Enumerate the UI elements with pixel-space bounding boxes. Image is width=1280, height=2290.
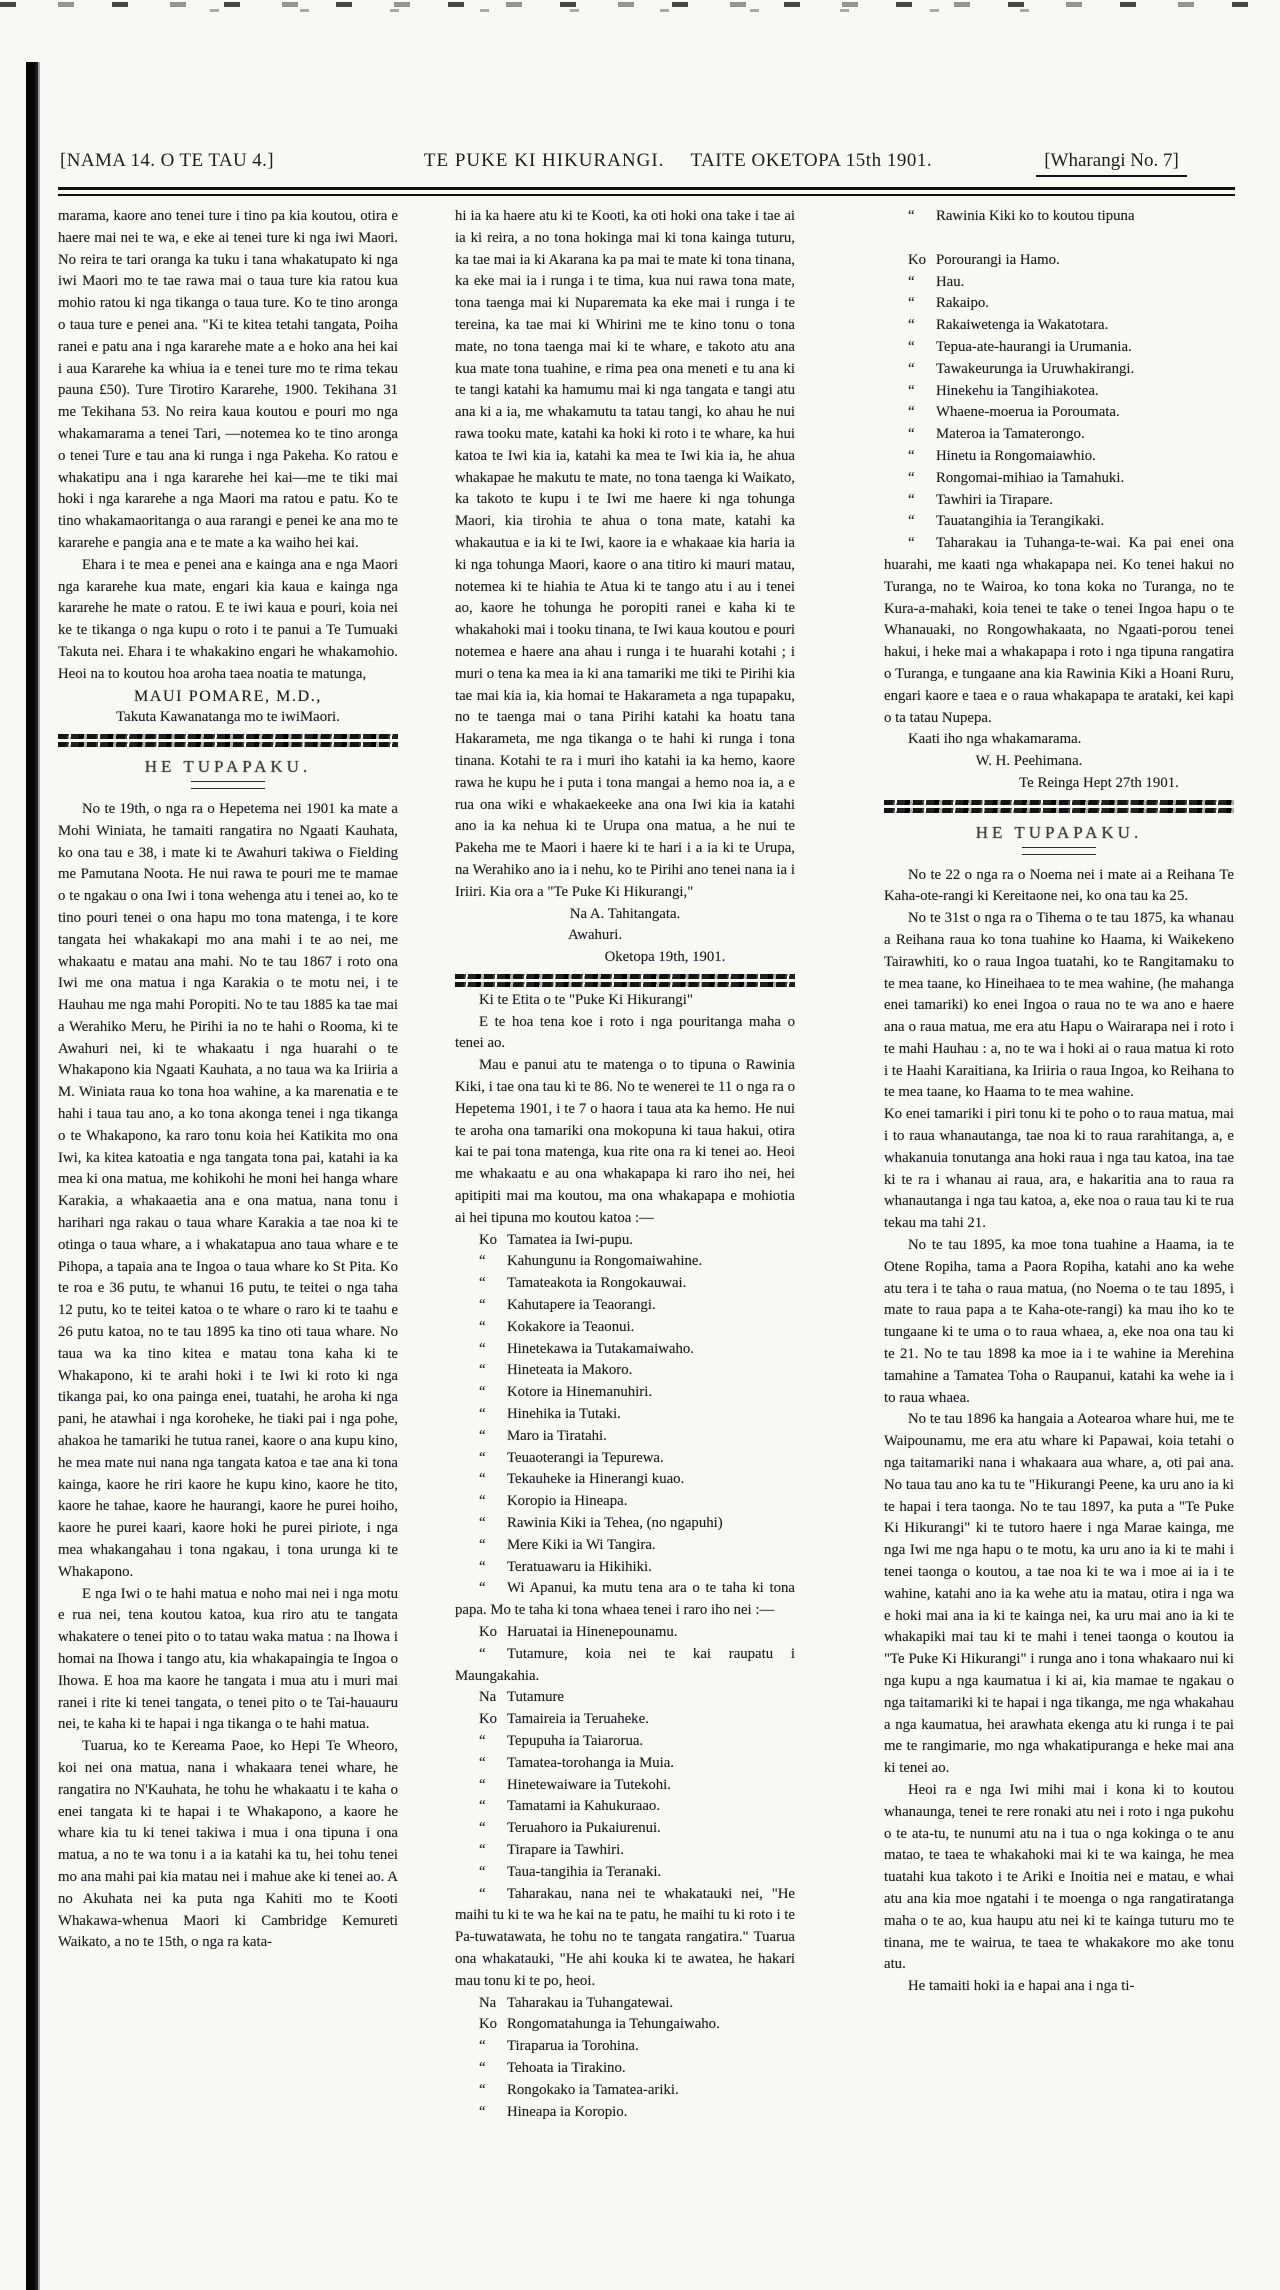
genealogy-line: Ko Tamatea ia Iwi-pupu. (455, 1230, 795, 1252)
section-heading: HE TUPAPAKU. (975, 822, 1143, 842)
genealogy-line: “ Rakaiwetenga ia Wakatotara. (884, 315, 1234, 337)
paragraph: marama, kaore ano tenei ture i tino pa kia koutou, otira e haere mai nei te wa, e eke ai tenei ture ki nga iwi Maori. No reira te tari oranga ka tuku i tana whakatupato ki nga iwi Maori mo te tae rawa mai o taua ture kia ratou kua mohio ratou ki nga tikanga o taua ture. Ko te tino aronga o taua ture e penei ana. "Ki te kitea tetahi tangata, Poiha ranei e patu ana i nga kararehe mate a e hoko ana hei kai i aua Kararehe ka whiua ia e tenei ture mo te rima tekau pauna £50). Ture Tirotiro Kararehe, 1900. Tekihana 31 me Tekihana 53. No reira kaua koutou e pouri mo nga whakamarama a tenei Tari, —notemea ko te tino aronga o tenei Ture e tau ana ki runga i nga Pakeha. Ko ratou e whakatipu ana i nga kararehe hei kai—me te tiki mai hoki i nga kararehe a nga Maori ma ratou e patu. Ko te tino whakamaoritanga o aua rarangi e penei ke ana mo te kararehe e pangia ana e te mate a ka waiho hei kai. (58, 208, 398, 551)
signature-line: Takuta Kawanatanga mo te iwiMaori. (116, 709, 340, 726)
genealogy-marker: “ (908, 273, 915, 290)
genealogy-line: “ Mere Kiki ia Wi Tangira. (455, 1535, 795, 1557)
genealogy-marker: “ (479, 1318, 486, 1335)
genealogy-marker: “ (479, 1536, 486, 1553)
genealogy-marker: “ (908, 426, 915, 443)
genealogy-line: Ko Porourangi ia Hamo. (884, 250, 1234, 272)
paragraph: E nga Iwi o te hahi matua e noho mai nei i nga motu e rua nei, tena koutou katoa, kua riro atu te tangata whakatere o tenei pito o to tatau waka matua : na Ihowa i homai na Ihowa i tango atu, kia whakapaingia te Ingoa o Ihowa. E hoa ma kaore he tangata i mua atu i muri mai ranei i rite ki tenei tangata, o tenei pito o te Tai-hauauru nei, te kaha ki te hapai i nga tikanga o te hahi matua. (58, 1585, 398, 1733)
genealogy-line: “ Hinetekawa ia Tutakamaiwaho. (455, 1339, 795, 1361)
genealogy-marker: Ko (479, 1711, 498, 1728)
genealogy-line: “ Tutamure, koia nei te kai raupatu i Maungakahia. (455, 1645, 795, 1684)
genealogy-line: “ Tepua-ate-haurangi ia Urumania. (884, 337, 1234, 359)
signature-line: MAUI POMARE, M.D., (134, 687, 322, 705)
genealogy-line: Na Tutamure (455, 1687, 795, 1709)
genealogy-marker: “ (479, 1558, 486, 1575)
genealogy-marker: “ (479, 1798, 486, 1815)
genealogy-marker: Ko (479, 1231, 498, 1248)
section-ornament (58, 734, 398, 747)
genealogy-line: “ Rongokako ia Tamatea-ariki. (455, 2080, 795, 2102)
genealogy-marker: Ko (908, 251, 927, 268)
genealogy-marker: “ (908, 317, 915, 334)
paragraph: No te tau 1896 ka hangaia a Aotearoa whare hui, me te Waipounamu, me era atu whare ki Papawai, koia tetahi o nga taitamariki nana i whakaara aua whare, a, oti pai ana. No taua tau ano ka tu te "Hikurangi Peene, ka uru ano ia ki te hapai i tera taonga. No te tau 1897, ka puta a "Te Puke Ki Hikurangi" ki te tutoro haere i nga Marae kainga, me nga Iwi me nga hapu o te motu, ka uru ano ia ki te mahi i tenei taonga o koutou, a tae noa ki te wa i moe ai ia i te wahine, katahi ano ia ka wehe atu ia matau, otira i nga wa e hoki mai ana ia ki te kainga nei, ka uru mai ano ia ki te whakapiki mai tau ki te mahi i tenei taonga o koutou ia "Te Puke Ki Hikurangi" i runga ano i tona whakaaro nui ki nga kupu a nga kaumatua i ki ai, kia mamae te ngakau o nga taitamariki ki te hapai i nga tikanga, me nga whakahau a nga kaumatua, hei arawhata ekenga atu ki runga i te pai me te rangimarie, mo nga whakatipuranga e heke mai ana ki tenei ao. (884, 1411, 1234, 1777)
genealogy-marker: Na (479, 1994, 497, 2011)
genealogy-marker: “ (479, 2059, 486, 2076)
genealogy-marker: “ (479, 2038, 486, 2055)
genealogy-marker: “ (908, 208, 915, 224)
genealogy-marker: “ (908, 535, 915, 552)
genealogy-line: “ Kotore ia Hinemanuhiri. (455, 1382, 795, 1404)
genealogy-marker: “ (479, 1841, 486, 1858)
genealogy-line: “ Tepupuha ia Taiarorua. (455, 1731, 795, 1753)
genealogy-marker: “ (908, 382, 915, 399)
genealogy-marker: “ (479, 1885, 486, 1902)
genealogy-line: “ Hineteata ia Makoro. (455, 1360, 795, 1382)
genealogy-line: “ Materoa ia Tamaterongo. (884, 424, 1234, 446)
genealogy-marker: “ (908, 338, 915, 355)
paragraph: E te hoa tena koe i roto i nga pouritanga maha o tenei ao. (455, 1013, 795, 1052)
paragraph: hi ia ka haere atu ki te Kooti, ka oti hoki ona take i tae ai ia ki reira, a no tona hokinga mai ki tona kainga tuturu, ka tae mai ia ki Akarana ka pa mai te mate ki tona tinana, ka eke mai ia i runga i te tima, kua nui rawa tona mate, tona taenga mai ki Nuparemata ka eke mai i runga i te tereina, ka tae mai ki Whirini me te kino tonu o tona mate, no tona taenga mai ki te whare, e takoto atu ana kua mate tona tuahine, e rima pea ona meneti e tu ana ki te tangi katahi ka hamumu mai ki nga tangata e tangi atu ana ki a ia, me whakamutu ta tatau tangi, ko ahau he nui rawa tooku mate, katahi ka hoki ki roto i te whare, ka hui katoa te Iwi kia ia, katahi ka mea te Iwi kia ia, he ahua whakapae he makutu te mate, no tona taenga ki Waikato, ka takoto te kupu i te Iwi me haere ki nga tohunga Maori, kia tirohia te ahua o tona mate, katahi ka whakautua e ia ki te Iwi, kaore ia e whakaae kia haria ia ki nga tohunga Maori, kaore o ana titiro ki mauri matau, notemea ki te hiahia te Atua ki te tango atu i au i tenei ao, kaore he tohunga he poropiti ranei e kaha ki te whakahoki mai i tooku tinana, te Iwi kaua koutou e pouri notemea e haere ana ahau i runga i te huarahi kotahi ; i muri o tena ka mea ia ki ana tamariki me tiki te Pirihi kia tae mai kia ia, kia homai te Hakarameta a nga tupapaku, no te taenga mai o tana Pirihi katahi ka hoatu tana Hakarameta, me nga tikanga o te hahi ki runga i tona tinana. Kotahi te ra i muri iho katahi ia ka hemo, kaore rawa he kupu he i puta i tona mangai a hemo noa ia, a e rua ona wiki e whakaekeeke ana ona Iwi kia ia katahi ano ia ka nehua ki te Urupa ona matua, a he nui te Pakeha me te Maori i haere ki te hari i a ia ki te Urupa, na Werahiko ano ia i nehu, ko te Pirihi ano tenei nana ia i Iriiri. Kia ora a "Te Puke Ki Hikurangi," (455, 208, 795, 900)
genealogy-line: “ Taharakau, nana nei te whakatauki nei, "He maihi tu ki te wa he kai na te patu, he maihi tu ki roto i te Pa-tuwatawata, he tohu no te tangata rangatira." Tuarua ona whakatauki, "He ahi kouka ki te awatea, he hakari mau tonu ki te po, heoi. (455, 1885, 795, 1989)
genealogy-line: Ko Rongomatahunga ia Tehungaiwaho. (455, 2014, 795, 2036)
genealogy-line: “ Teruahoro ia Pukaiurenui. (455, 1818, 795, 1840)
newspaper-title: TE PUKE KI HIKURANGI. (423, 150, 665, 171)
genealogy-line: “ Tiraparua ia Torohina. (455, 2036, 795, 2058)
paragraph: Tuarua, ko te Kereama Paoe, ko Hepi Te Wheoro, koi nei ona matua, nana i whakaara tenei whare, he rangatira no N'Kauhata, he tohu he whakaatu i te kaha o enei tangata ki te hapai i te Whakapono, a kaore he whare kia tu ki tenei takiwa i mua i ona tipuna i ona matua, a no te wa tonu i a ia katahi ka tu, hei tohu tenei mo ana mahi pai kia matau nei i mahue ake ki tenei ao. A no Akuhata nei ka puta nga Kahiti mo te Kooti Whakawa-whenua Maori ki Cambridge Kemureti Waikato, a no te 15th, o nga ra kata- (58, 1738, 398, 1951)
genealogy-line: “ Rakaipo. (884, 293, 1234, 315)
genealogy-line: “ Teuaoterangi ia Tepurewa. (455, 1448, 795, 1470)
scan-binding-edge (26, 62, 42, 2290)
paragraph: No te 22 o nga ra o Noema nei i mate ai a Reihana Te Kaha-ote-rangi ki Kereitaone nei, ko ona tau ka 25. (884, 866, 1234, 905)
genealogy-line: “ Kahutapere ia Teaorangi. (455, 1295, 795, 1317)
genealogy-marker: “ (479, 2103, 486, 2120)
genealogy-marker: “ (479, 1406, 486, 1423)
section-ornament (884, 800, 1234, 813)
genealogy-line: “ Hinetu ia Rongomaiawhio. (884, 446, 1234, 468)
genealogy-line: “ Hinehika ia Tutaki. (455, 1404, 795, 1426)
genealogy-marker: “ (908, 295, 915, 312)
genealogy-marker: “ (479, 2081, 486, 2098)
scan-torn-edge (0, 2, 1280, 7)
genealogy-line: “ Tamateakota ia Rongokauwai. (455, 1273, 795, 1295)
genealogy-marker: Ko (479, 2016, 498, 2033)
heading-dash (191, 781, 265, 789)
paragraph: No te 31st o nga ra o Tihema o te tau 1875, ka whanau a Reihana raua ko tona tuahine ko Haama, ki Waikekeno Tairawhiti, ko o raua Ingoa tuatahi, ko te Rangitamaku to te mea taane, ko Hineihaea to te mea wahine, (he mahanga enei tamariki) ko enei Ingoa o raua no te wa ano e haere ana o raua matua, me era atu Hapu o Wairarapa nei i roto i te mahi Hauhau : a, no te wa i hoki ai o raua matua ki roto i te Haahi Karaitiana, ka Iriiria o raua Ingoa, ko Reihana to te mea taane, ko Haama to te mea wahine. (884, 910, 1234, 1101)
paragraph: Ki te Etita o te "Puke Ki Hikurangi" (479, 991, 693, 1008)
genealogy-marker: “ (479, 1362, 486, 1379)
masthead-date: TAITE OKETOPA 15th 1901. (690, 150, 933, 171)
genealogy-line: Ko Tamaireia ia Teruaheke. (455, 1709, 795, 1731)
paragraph: Kaati iho nga whakamarama. (908, 731, 1082, 748)
genealogy-marker: “ (908, 491, 915, 508)
paragraph: Ko enei tamariki i piri tonu ki te poho o to raua matua, mai i to raua whanautanga, tae noa ki to raua rarahitanga, a, e whakanuia tonutanga ana hoki raua i nga tau katoa, ina tae ki te ra i whanau ai raua, ara, e hakaritia ana to raua ra whanautanga i nga tau katoa, a, eke noa o raua tau ki te rua tekau ma tahi 21. (884, 1106, 1234, 1232)
genealogy-line: “ Tawhiri ia Tirapare. (884, 490, 1234, 512)
ornament-bar (455, 982, 795, 987)
genealogy-line: “ Whaene-moerua ia Poroumata. (884, 402, 1234, 424)
paragraph: Mau e panui atu te matenga o to tipuna o Rawinia Kiki, i tae ona tau ki te 86. No te wenerei te 11 o nga ra o Hepetema 1901, i te 7 o haora i taua ata ka hemo. He nui te aroha ona tamariki ona mokopuna ki taua hakui, otira kai te pai tona matenga, kua rite ona ra ki tenei ao. Heoi me whakaatu e au ona whakapapa ki raro iho nei, hei apitipiti mai ma koutou, ma ona whakapapa e mohiotia ai hei tipuna mo koutou katoa :— (455, 1057, 795, 1226)
genealogy-line: “ Tehoata ia Tirakino. (455, 2058, 795, 2080)
genealogy-marker: “ (479, 1754, 486, 1771)
paragraph: No te tau 1895, ka moe tona tuahine a Haama, ia te Otene Ropiha, tama a Paora Ropiha, katahi ano ka wehe atu tera i te taha o raua matua, (no Noema o te tau 1895, i mate to raua papa a te Kaha-ote-rangi) ka mau iho ko te tungaane ki te uma o to raua whaea, a, eke noa ona tau ki te 21. No te tau 1898 ka moe ia i te wahine ia Merehina tamahine a Tamatea Toha o Raupanui, katahi ka wehe ia i to raua whaea. (884, 1237, 1234, 1406)
ornament-bar (58, 734, 398, 739)
genealogy-marker: “ (479, 1580, 486, 1597)
genealogy-marker: “ (479, 1863, 486, 1880)
heading-dash (1022, 847, 1096, 855)
genealogy-marker: Na (479, 1689, 497, 1706)
genealogy-line: “ Taua-tangihia ia Teranaki. (455, 1862, 795, 1884)
genealogy-marker: “ (908, 447, 915, 464)
ornament-bar (455, 974, 795, 979)
genealogy-marker: “ (479, 1732, 486, 1749)
paragraph: Ehara i te mea e penei ana e kainga ana e nga Maori nga kararehe kua mate, engari kia kaua e kainga nga kararehe he mate o ratou. E te iwi kaua e pouri, koia nei ke te tikanga o nga kupu o roto i te panui a Te Tumuaki Takuta nei. Ehara i te whakakino engari he whakamohio. Heoi na to koutou hoa aroha taea noatia te matunga, (58, 556, 398, 682)
signature-line: Te Reinga Hept 27th 1901. (1019, 774, 1179, 791)
genealogy-marker: “ (479, 1820, 486, 1837)
section-ornament (455, 974, 795, 987)
genealogy-line: “ Teratuawaru ia Hikihiki. (455, 1557, 795, 1579)
genealogy-marker: “ (479, 1253, 486, 1270)
genealogy-line: “ Hau. (884, 272, 1234, 294)
ornament-bar (884, 808, 1234, 813)
genealogy-marker: “ (479, 1645, 486, 1662)
genealogy-marker: “ (908, 360, 915, 377)
spacer (884, 228, 1234, 250)
genealogy-line: “ Tauatangihia ia Terangikaki. (884, 511, 1234, 533)
genealogy-line: “ Rawinia Kiki ko to koutou tipuna (884, 206, 1234, 228)
masthead-page-number: [Wharangi No. 7] (988, 150, 1235, 172)
signature-line: Oketopa 19th, 1901. (604, 949, 726, 966)
signature-line: Awahuri. (567, 927, 623, 944)
genealogy-line: “ Kahungunu ia Rongomaiwahine. (455, 1251, 795, 1273)
ornament-bar (884, 800, 1234, 805)
news-column-1 (58, 206, 398, 1954)
genealogy-marker: “ (479, 1493, 486, 1510)
genealogy-line: “ Tekauheke ia Hinerangi kuao. (455, 1469, 795, 1491)
news-column-3 (884, 206, 1234, 1998)
genealogy-line: “ Tirapare ia Tawhiri. (455, 1840, 795, 1862)
genealogy-line: “ Kokakore ia Teaonui. (455, 1317, 795, 1339)
genealogy-line: “ Rongomai-mihiao ia Tamahuki. (884, 468, 1234, 490)
news-column-2 (455, 206, 795, 2123)
genealogy-line: Na Taharakau ia Tuhangatewai. (455, 1993, 795, 2015)
genealogy-marker: “ (479, 1449, 486, 1466)
genealogy-marker: “ (479, 1340, 486, 1357)
genealogy-line: “ Rawinia Kiki ia Tehea, (no ngapuhi) (455, 1513, 795, 1535)
genealogy-line: “ Hinekehu ia Tangihiakotea. (884, 381, 1234, 403)
genealogy-marker: “ (479, 1384, 486, 1401)
masthead (58, 150, 1235, 182)
genealogy-line: “ Tamatami ia Kahukuraao. (455, 1796, 795, 1818)
genealogy-marker: “ (479, 1471, 486, 1488)
header-double-rule (58, 187, 1235, 196)
genealogy-marker: Ko (479, 1624, 498, 1640)
genealogy-line: “ Wi Apanui, ka mutu tena ara o te taha ki tona papa. Mo te taha ki tona whaea tenei i raro iho nei :— (455, 1580, 795, 1619)
genealogy-marker: “ (479, 1776, 486, 1793)
genealogy-line: “ Tawakeurunga ia Uruwhakirangi. (884, 359, 1234, 381)
genealogy-line: “ Maro ia Tiratahi. (455, 1426, 795, 1448)
genealogy-marker: “ (479, 1297, 486, 1314)
genealogy-marker: “ (908, 513, 915, 530)
genealogy-line: “ Tamatea-torohanga ia Muia. (455, 1753, 795, 1775)
genealogy-line: “ Koropio ia Hineapa. (455, 1491, 795, 1513)
genealogy-line: “ Hinetewaiware ia Tutekohi. (455, 1775, 795, 1797)
paragraph: Heoi ra e nga Iwi mihi mai i kona ki to koutou whanaunga, tenei te rere ronaki atu nei i roto i nga pukohu o te ata-tu, te nunumi atu na i tua o nga kokinga o te anu matao, te taea te whakahoki mai ki te wa kainga, he mea tuatahi kua takoto i te Ariki e Inoitia nei e matau, e whai atu ana kia moe ngatahi i te moenga o nga rangatiratanga maha o te ao, kua haupu atu nei ki te kainga tuturu mo te tinana, me te wairua, te taea te whakakore mo ake tonu atu. (884, 1781, 1234, 1973)
paragraph: He tamaiti hoki ia e hapai ana i nga ti- (908, 1978, 1135, 1995)
genealogy-marker: “ (908, 469, 915, 486)
ornament-bar (58, 742, 398, 747)
genealogy-line: “ Hineapa ia Koropio. (455, 2102, 795, 2124)
paragraph: No te 19th, o nga ra o Hepetema nei 1901 ka mate a Mohi Winiata, he tamaiti rangatira no Ngaati Kauhata, ko ona tau e 38, i mate ki te Awahuri takiwa o Fielding me Pamutana Noota. He nui rawa te pouri me te mamae o te ngakau o ona Iwi i tona wehenga atu i tenei ao, ko te tino pouri tenei o ona hapu mo tona matenga, i te kore tangata hei whakakapi mo ana mahi i te ao nei, me whakaatu e matau ana mahi. No te tau 1867 i roto ona Iwi me ona matua i nga Karakia o te motu nei, i te Hauhau me nga mahi Poropiti. No te tau 1885 ka tae mai a Werahiko Meru, he Pirihi ia no te hahi o Rooma, ki te Awahuri nei, ki te whakaatu i nga huarahi o te Whakapono kia Ngaati Kauhata, a no taua wa ka Iriiria a M. Winiata raua ko tona hoa wahine, a ka marenatia e te hahi i taua tau ano, a ko tona akonga tenei i nga tikanga o te Whakapono, ka raro tonu koia hei Katikita mo ona Iwi, ka kitea katoatia e nga tangata tona pai, katahi ia ka mea ki ona matua, me kohikohi he moni hei hanga whare Karakia, a whakaaetia ana e ona matua, nana tonu i harihari nga rakau o taua whare Karakia a tae noa ki te otinga o taua whare, a i whakatapua ano taua whare e te Pihopa, a tapaia ana te Ingoa o taua whare ko St Pita. Ko te roa e 36 putu, te whanui 16 putu, te teitei o nga taha 12 putu, ko te teitei katoa o te whare o raro ki te taahu e 26 putu katoa, no te tau 1895 ka tino oti taua whare. No taua wa ka tino kitea e matau tona kaha ki te Whakapono, ki te arahi hoki i te Iwi ki roto ki nga tikanga pai, ko ona painga enei, tuatahi, he aroha ki nga pani, he atawhai i nga koroheke, he tiaki pai i nga pohe, ahakoa he tamariki he tutua ranei, kaore o ana kupu kino, he mea mate nui nana nga tangata katoa e tae ana ki tona kainga, kaore he riri kaore he kupu kino, kaore he tito, kaore he tahae, kaore he haurangi, kaore he purei hoiho, kaore he purei kaari, kaore hoki he purei piriote, i nga mea whakangahau i tona ngakau, i tona urunga ki te Whakapono. (58, 800, 398, 1580)
genealogy-marker: “ (908, 404, 915, 421)
genealogy-marker: “ (479, 1427, 486, 1444)
genealogy-marker: “ (479, 1275, 486, 1292)
signature-line: W. H. Peehimana. (975, 753, 1083, 770)
scan-torn-edge-2 (210, 9, 1110, 12)
masthead-issue-number: [NAMA 14. O TE TAU 4.] (60, 150, 274, 171)
genealogy-line: Ko Haruatai ia Hinenepounamu. (455, 1622, 795, 1644)
genealogy-line: “ Taharakau ia Tuhanga-te-wai. Ka pai enei ona huarahi, me kaati nga whakapapa nei. Ko tenei hakui no Turanga, no te Wairoa, ko tona koka no Turanga, no te Kura-a-mahaki, koia tenei te take o tenei Ingoa hapu o te Whanauaki, no Rongowhakaata, no Ngaati-porou tenei hakui, i heke mai a whakapapa i roto i nga tipuna rangatira o Turanga, e tungaane ana kia Rawinia Kiki a Hoani Ruru, engari kaore e taea e o raua whakapapa te arataki, kei kapi o ta tatau Nupepa. (884, 535, 1234, 726)
genealogy-marker: “ (479, 1515, 486, 1532)
masthead-center (348, 150, 1008, 172)
signature-line: Na A. Tahitangata. (569, 905, 681, 922)
section-heading: HE TUPAPAKU. (144, 757, 312, 777)
